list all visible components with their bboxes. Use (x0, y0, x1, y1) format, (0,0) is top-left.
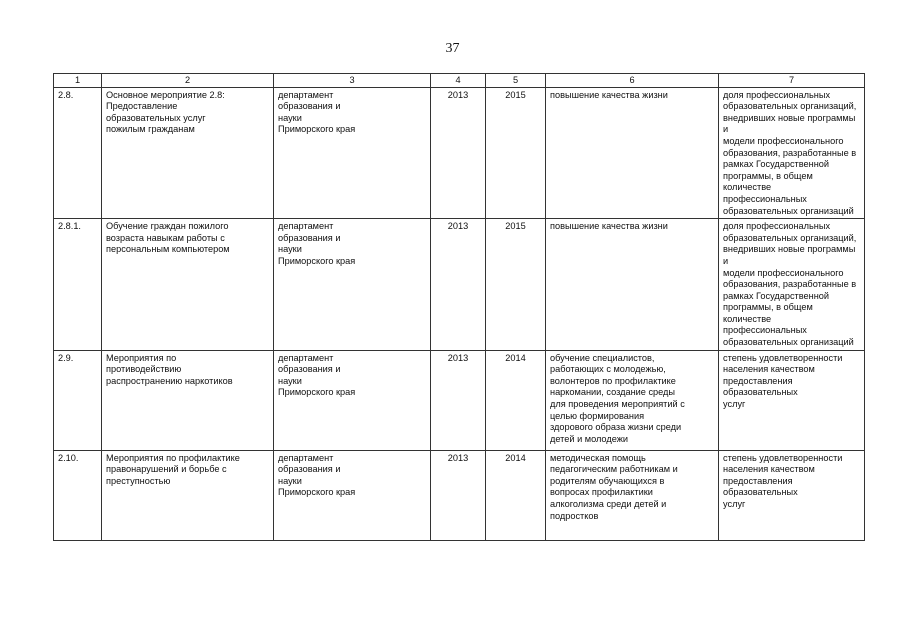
row-number: 2.8. (54, 87, 102, 219)
end-year: 2014 (486, 450, 546, 540)
end-year: 2015 (486, 87, 546, 219)
indicator: доля профессиональных образовательных организаций, внедривших новые программы и модели профессионального образования, разработанные в рамках Государственной программы, в общем количестве профессиональных образовательных организаций (719, 219, 865, 351)
executor: департамент образования и науки Приморского края (274, 350, 431, 450)
start-year: 2013 (431, 219, 486, 351)
table-row (54, 450, 865, 540)
table-row (54, 219, 865, 351)
start-year: 2013 (431, 350, 486, 450)
column-header-7: 7 (719, 74, 865, 88)
indicator: степень удовлетворенности населения качеством предоставления образовательных услуг (719, 350, 865, 450)
column-header-4: 4 (431, 74, 486, 88)
start-year: 2013 (431, 87, 486, 219)
expected-result: повышение качества жизни (546, 219, 719, 351)
table-header-row (54, 74, 865, 88)
row-number: 2.8.1. (54, 219, 102, 351)
row-number: 2.10. (54, 450, 102, 540)
program-table (53, 73, 865, 541)
activity-name: Обучение граждан пожилого возраста навыкам работы с персональным компьютером (102, 219, 274, 351)
expected-result: методическая помощь педагогическим работникам и родителям обучающихся в вопросах профилактики алкоголизма среди детей и подростков (546, 450, 719, 540)
activity-name: Основное мероприятие 2.8: Предоставление образовательных услуг пожилым гражданам (102, 87, 274, 219)
table-row (54, 350, 865, 450)
column-header-6: 6 (546, 74, 719, 88)
expected-result: повышение качества жизни (546, 87, 719, 219)
executor: департамент образования и науки Приморского края (274, 87, 431, 219)
end-year: 2014 (486, 350, 546, 450)
indicator: доля профессиональных образовательных организаций, внедривших новые программы и модели профессионального образования, разработанные в рамках Государственной программы, в общем количестве профессиональных образовательных организаций (719, 87, 865, 219)
activity-name: Мероприятия по противодействию распространению наркотиков (102, 350, 274, 450)
indicator: степень удовлетворенности населения качеством предоставления образовательных услуг (719, 450, 865, 540)
column-header-5: 5 (486, 74, 546, 88)
activity-name: Мероприятия по профилактике правонарушений и борьбе с преступностью (102, 450, 274, 540)
start-year: 2013 (431, 450, 486, 540)
column-header-3: 3 (274, 74, 431, 88)
executor: департамент образования и науки Приморского края (274, 450, 431, 540)
column-header-1: 1 (54, 74, 102, 88)
column-header-2: 2 (102, 74, 274, 88)
executor: департамент образования и науки Приморского края (274, 219, 431, 351)
end-year: 2015 (486, 219, 546, 351)
page-number: 37 (445, 41, 460, 56)
table-row (54, 87, 865, 219)
expected-result: обучение специалистов, работающих с молодежью, волонтеров по профилактике наркомании, создание среды для проведения мероприятий с целью формирования здорового образа жизни среди детей и молодежи (546, 350, 719, 450)
row-number: 2.9. (54, 350, 102, 450)
